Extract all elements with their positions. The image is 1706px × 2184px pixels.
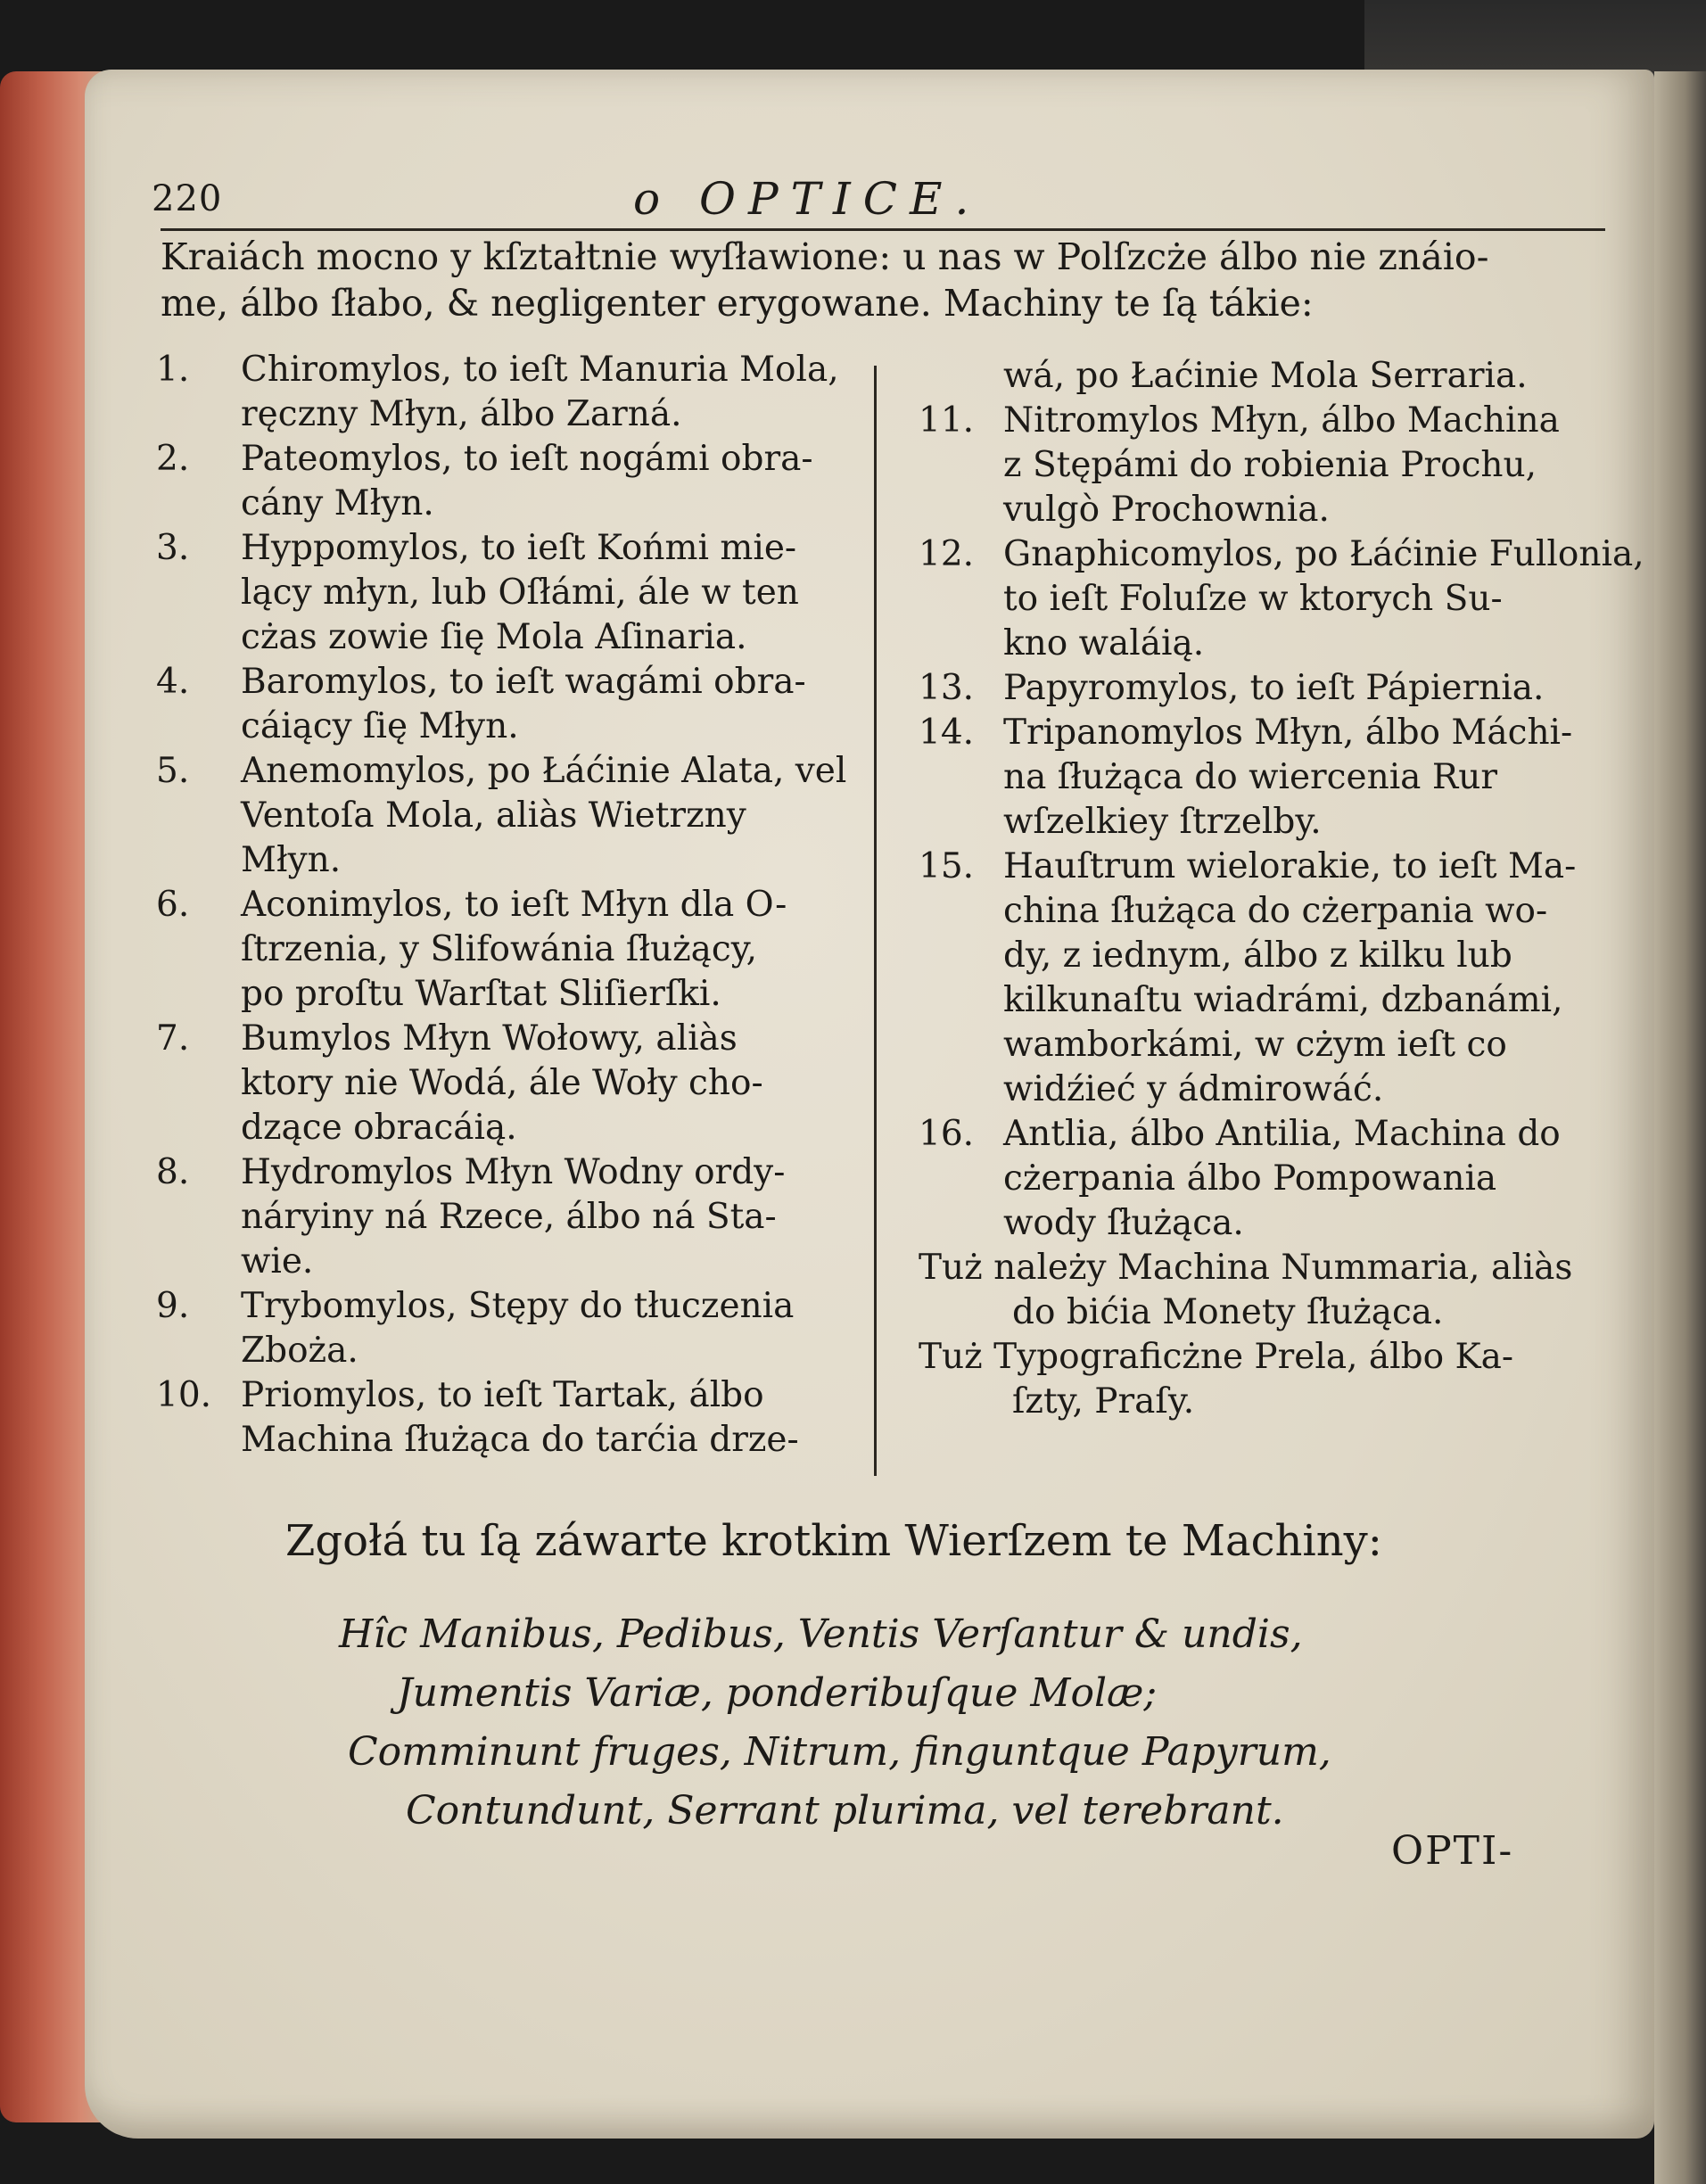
- list-item: [156, 883, 834, 1017]
- item-line: china ſłużąca do cżerpania wo-: [1003, 891, 1548, 931]
- item-number: 4.: [156, 662, 190, 702]
- tuz-line: do bićia Monety ſłużąca.: [1012, 1292, 1444, 1332]
- item-number: 2.: [156, 439, 190, 479]
- item-number: 7.: [156, 1018, 190, 1059]
- item-number: 10.: [156, 1375, 212, 1415]
- item-number: 1.: [156, 350, 190, 390]
- intro-line: me, álbo ſłabo, & negligenter erygowane. Machiny te ſą tákie:: [161, 282, 1314, 325]
- item-line: wody ſłużąca.: [1003, 1203, 1244, 1243]
- page-header: [152, 173, 1552, 232]
- item-line: ręczny Młyn, álbo Zarná.: [241, 394, 682, 434]
- item-line: wie.: [241, 1241, 314, 1282]
- item-line: Ventoſa Mola, aliàs Wietrzny: [241, 795, 746, 836]
- book-gutter: [1654, 71, 1706, 2184]
- item-line: wamborkámi, w cżym ieſt co: [1003, 1025, 1507, 1065]
- running-title: o OPTICE.: [633, 173, 982, 225]
- list-item: [919, 399, 1596, 532]
- item-line: Priomylos, to ieſt Tartak, álbo: [241, 1375, 764, 1415]
- list-item: [156, 1150, 834, 1284]
- item-line: po proſtu Warſtat Sliſierſki.: [241, 974, 721, 1014]
- item-line: to ieſt Foluſze w ktorych Su-: [1003, 579, 1503, 619]
- item-line: Chiromylos, to ieſt Manuria Mola,: [241, 350, 839, 390]
- item-number: 9.: [156, 1286, 190, 1326]
- column-divider: [874, 366, 877, 1476]
- item-line: Zboża.: [241, 1331, 359, 1371]
- verse-line: Contundunt, Serrant plurima, vel terebrant.: [406, 1788, 1284, 1834]
- list-item: [156, 526, 834, 660]
- list-item: [156, 749, 847, 883]
- verse-intro: Zgołá tu ſą záwarte krotkim Wierſzem te Machiny:: [285, 1516, 1382, 1566]
- item-line: Anemomylos, po Łáćinie Alata, vel: [241, 751, 847, 791]
- verse-line: Comminunt fruges, Nitrum, finguntque Papyrum,: [348, 1729, 1331, 1775]
- catchword: OPTI-: [1391, 1828, 1514, 1874]
- right-column: [919, 354, 1644, 1424]
- left-column: [156, 348, 847, 1463]
- item-line: ſtrzenia, y Slifowánia ſłużący,: [241, 929, 757, 969]
- item-number: 11.: [919, 400, 975, 441]
- item-number: 14.: [919, 713, 975, 753]
- item-line: Baromylos, to ieſt wagámi obra-: [241, 662, 806, 702]
- item-line: náryiny ná Rzece, álbo ná Sta-: [241, 1197, 777, 1237]
- item-line: Bumylos Młyn Wołowy, aliàs: [241, 1018, 738, 1059]
- item-number: 16.: [919, 1114, 975, 1154]
- intro-paragraph: [161, 234, 1605, 326]
- item-line: Pateomylos, to ieſt nogámi obra-: [241, 439, 813, 479]
- item-number: 6.: [156, 885, 190, 925]
- item-number: 3.: [156, 528, 190, 568]
- list-item: [156, 437, 834, 526]
- item-line: kilkunaſtu wiadrámi, dzbanámi,: [1003, 980, 1563, 1020]
- tuz-paragraph: [919, 1246, 1596, 1335]
- item-number: 15.: [919, 846, 975, 886]
- item-line: na ſłużąca do wiercenia Rur: [1003, 757, 1497, 797]
- item-number: 5.: [156, 751, 190, 791]
- verses: [339, 1605, 1331, 1841]
- list-item: [156, 660, 834, 749]
- item-number: 13.: [919, 668, 975, 708]
- intro-line: Kraiách mocno y kſztałtnie wyſławione: u nas w Polſzcże álbo nie znáio-: [161, 235, 1489, 278]
- item-line: Aconimylos, to ieſt Młyn dla O-: [241, 885, 787, 925]
- item-line: Tripanomylos Młyn, álbo Máchi-: [1003, 713, 1573, 753]
- header-rule: [161, 228, 1605, 231]
- item-line: Hauſtrum wielorakie, to ieſt Ma-: [1003, 846, 1577, 886]
- item-line: Młyn.: [241, 840, 342, 880]
- tuz-line: ſzty, Praſy.: [1012, 1381, 1195, 1422]
- item-line: Hyppomylos, to ieſt Końmi mie-: [241, 528, 797, 568]
- continuation-text: wá, po Łaćinie Mola Serraria.: [1003, 356, 1528, 396]
- list-item: [919, 845, 1596, 1112]
- item-number: 12.: [919, 534, 975, 574]
- item-line: Trybomylos, Stępy do tłuczenia: [241, 1286, 795, 1326]
- item-line: kno waláią.: [1003, 623, 1205, 663]
- item-line: cżerpania álbo Pompowania: [1003, 1158, 1497, 1199]
- item-line: Papyromylos, to ieſt Pápiernia.: [1003, 668, 1545, 708]
- list-item: [156, 1373, 834, 1463]
- verse-line: Jumentis Variæ, ponderibuſque Molæ;: [397, 1670, 1158, 1716]
- list-item: [919, 711, 1596, 845]
- verse-line: Hîc Manibus, Pedibus, Ventis Verſantur & undis,: [339, 1611, 1303, 1657]
- item-line: Machina ſłużąca do tarćia drze-: [241, 1420, 799, 1460]
- item-line: cáiący ſię Młyn.: [241, 706, 519, 746]
- list-item: [156, 348, 839, 437]
- item-line: cány Młyn.: [241, 483, 434, 523]
- page-number: 220: [152, 178, 223, 219]
- item-line: Nitromylos Młyn, álbo Machina: [1003, 400, 1560, 441]
- list-item: [919, 532, 1644, 666]
- item-line: ktory nie Wodá, ále Woły cho-: [241, 1063, 763, 1103]
- tuz-paragraph: [919, 1335, 1596, 1424]
- item-line: dy, z iednym, álbo z kilku lub: [1003, 935, 1512, 976]
- continuation-line: [919, 354, 1596, 399]
- item-line: cżas zowie ſię Mola Aſinaria.: [241, 617, 747, 657]
- right-entries: [919, 399, 1644, 1246]
- list-item: [156, 1017, 834, 1150]
- tuz-line: Tuż Typograficżne Prela, álbo Ka-: [919, 1337, 1514, 1377]
- item-line: dzące obracáią.: [241, 1108, 517, 1148]
- item-line: Gnaphicomylos, po Łáćinie Fullonia,: [1003, 534, 1644, 574]
- item-line: widźieć y ádmirowáć.: [1003, 1069, 1384, 1109]
- item-line: vulgò Prochownia.: [1003, 490, 1330, 530]
- list-item: [919, 1112, 1596, 1246]
- tuz-line: Tuż należy Machina Nummaria, aliàs: [919, 1248, 1573, 1288]
- item-line: Antlia, álbo Antilia, Machina do: [1003, 1114, 1561, 1154]
- list-item: [919, 666, 1596, 711]
- item-line: lący młyn, lub Oſłámi, ále w ten: [241, 573, 799, 613]
- item-line: wſzelkiey ſtrzelby.: [1003, 802, 1322, 842]
- item-number: 8.: [156, 1152, 190, 1192]
- item-line: Hydromylos Młyn Wodny ordy-: [241, 1152, 786, 1192]
- item-line: z Stępámi do robienia Prochu,: [1003, 445, 1537, 485]
- list-item: [156, 1284, 834, 1373]
